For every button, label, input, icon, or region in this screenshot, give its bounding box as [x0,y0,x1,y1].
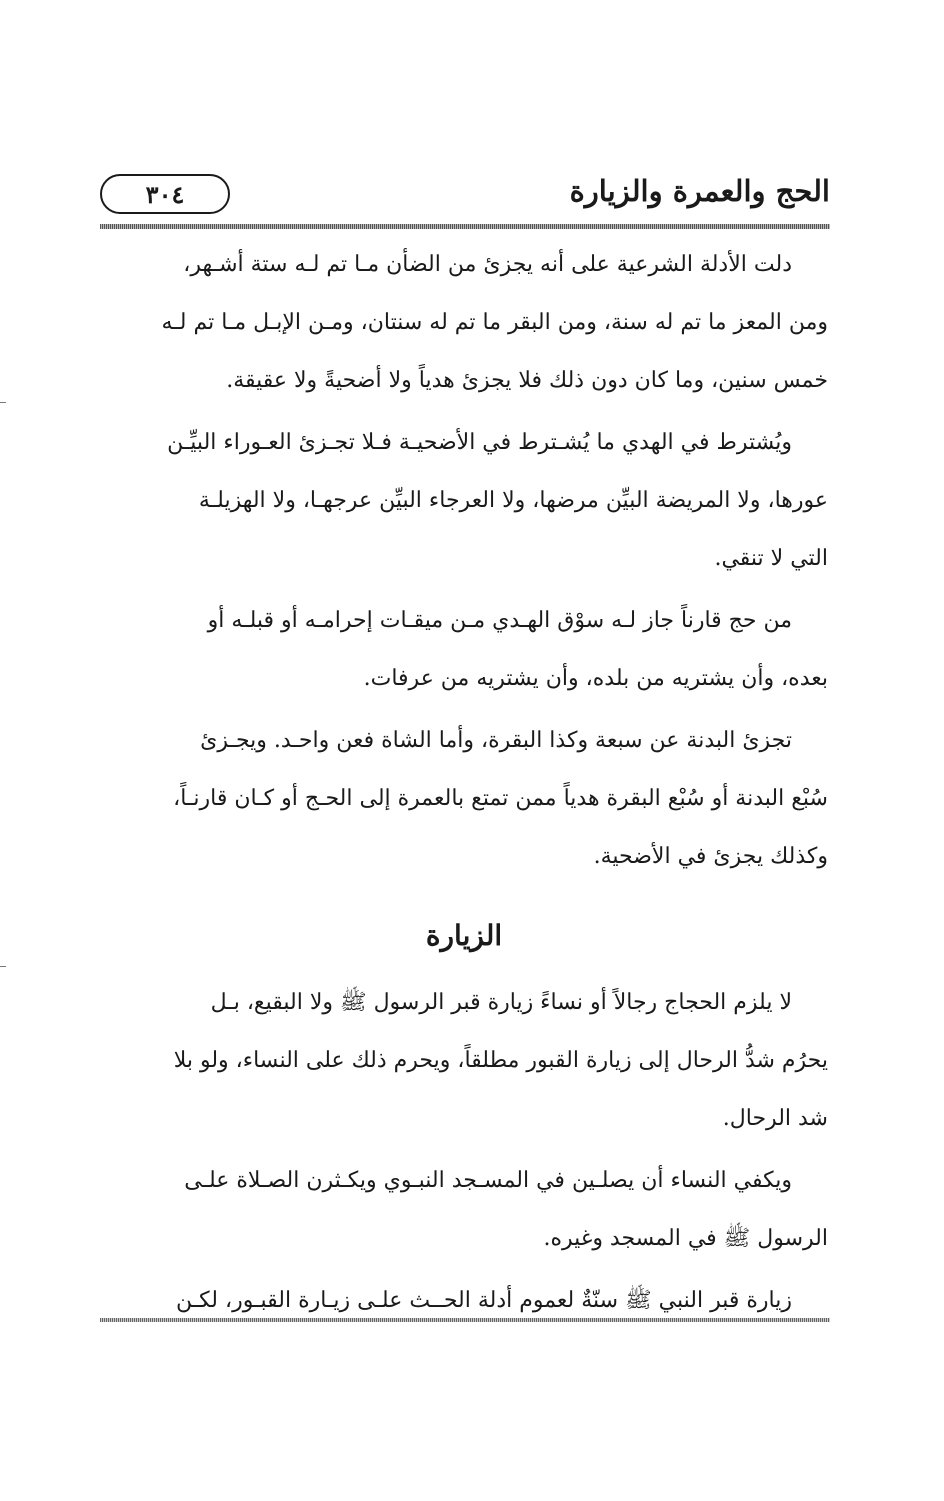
page-number: ٣٠٤ [145,179,185,209]
text-line: زيارة قبر النبي ﷺ سنّةٌ لعموم أدلة الحــث علـى زيـارة القبـور، لكـن [175,1288,792,1313]
paragraph [100,712,828,886]
text-line: سُبْع البدنة أو سُبْع البقرة هدياً ممن تمتع بالعمرة إلى الحـج أو كـان قارنـاً، [173,786,828,811]
text-line: شد الرحال. [722,1106,828,1131]
text-line: عورها، ولا المريضة البيِّن مرضها، ولا العرجاء البيِّن عرجهـا، ولا الهزيلـة [198,488,828,513]
text-line: بعده، وأن يشتريه من بلده، وأن يشتريه من عرفات. [363,666,828,691]
text-line: ويُشترط في الهدي ما يُشـترط في الأضحيـة فـلا تجـزئ العـوراء البيِّـن [167,430,792,455]
text-line: دلت الأدلة الشرعية على أنه يجزئ من الضأن مـا تم لـه ستة أشـهر، [183,252,792,277]
page-edge-mark [0,966,6,967]
text-line: التي لا تنقي. [714,546,828,571]
paragraph [100,1152,828,1268]
footer-divider [100,1318,830,1322]
page-body [100,236,828,1334]
text-line: وكذلك يجزئ في الأضحية. [593,844,828,869]
paragraph [100,236,828,410]
text-line: ومن المعز ما تم له سنة، ومن البقر ما تم له سنتان، ومـن الإبـل مـا تم لـه [161,310,828,335]
text-line: تجزئ البدنة عن سبعة وكذا البقرة، وأما الشاة فعن واحـد. ويجـزئ [200,728,792,753]
text-line: يحرُم شدُّ الرحال إلى زيارة القبور مطلقاً، ويحرم ذلك على النساء، ولو بلا [173,1048,828,1073]
text-line: ويكفي النساء أن يصلـين في المسـجد النبـوي ويكـثرن الصـلاة علـى [184,1168,792,1193]
header-divider [100,224,830,229]
paragraph [100,592,828,708]
page-number-badge [100,174,230,214]
text-line: لا يلزم الحجاج رجالاً أو نساءً زيارة قبر الرسول ﷺ ولا البقيع، بـل [210,990,792,1015]
page-header [100,168,830,220]
text-line: من حج قارناً جاز لـه سوْق الهـدي مـن ميقـات إحرامـه أو قبلـه أو [207,608,792,633]
text-line: الرسول ﷺ في المسجد وغيره. [543,1226,828,1251]
section-heading: الزيارة [425,919,503,952]
paragraph [100,414,828,588]
text-line: خمس سنين، وما كان دون ذلك فلا يجزئ هدياً ولا أضحيةً ولا عقيقة. [226,368,828,393]
page-edge-mark [0,402,6,403]
running-title: الحج والعمرة والزيارة [569,174,830,208]
paragraph [100,974,828,1148]
